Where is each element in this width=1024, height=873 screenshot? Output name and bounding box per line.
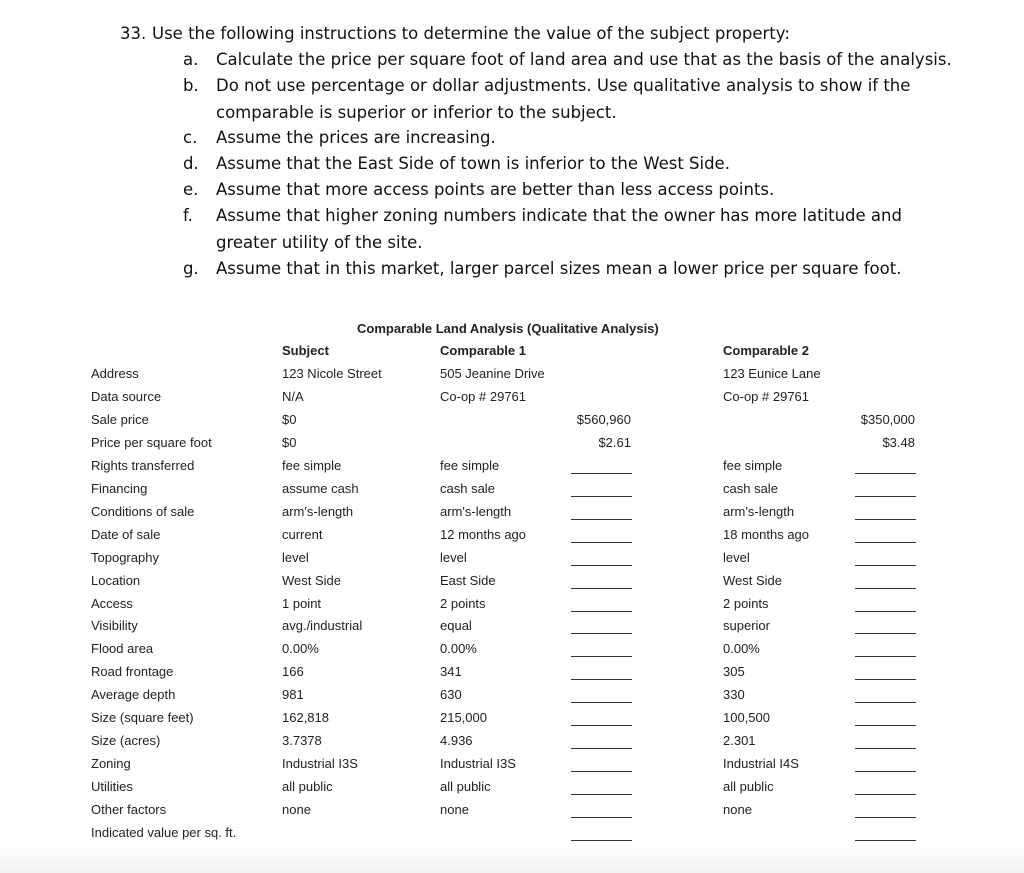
instruction-text: Assume the prices are increasing. [216, 128, 496, 147]
comparable-1-value: all public [440, 779, 491, 794]
instruction-label: b. [183, 76, 199, 95]
comparable-2-adjustment-blank[interactable] [855, 840, 916, 841]
comparable-1-value: 505 Jeanine Drive [440, 366, 545, 381]
comparable-2-adjustment-blank[interactable] [855, 496, 916, 497]
comparable-1-value: 12 months ago [440, 527, 527, 542]
row-label: Indicated value per sq. ft. [91, 825, 237, 840]
comparable-1-adjustment-blank[interactable] [571, 725, 632, 726]
comparable-1-amount: $2.61 [598, 435, 631, 450]
comparable-1-value: East Side [440, 573, 496, 588]
row-label: Address [91, 366, 139, 381]
row-label: Average depth [91, 687, 176, 702]
row-label: Topography [91, 550, 159, 565]
subject-value: level [282, 550, 309, 565]
comparable-2-adjustment-blank[interactable] [855, 565, 916, 566]
row-label: Price per square foot [91, 435, 212, 450]
table-title: Comparable Land Analysis (Qualitative Analysis) [357, 321, 659, 336]
subject-value: 0.00% [282, 641, 319, 656]
comparable-1-value: 630 [440, 687, 462, 702]
subject-value: all public [282, 779, 333, 794]
comparable-1-adjustment-blank[interactable] [571, 496, 632, 497]
comparable-2-adjustment-blank[interactable] [855, 611, 916, 612]
subject-value: 162,818 [282, 710, 329, 725]
row-label: Size (square feet) [91, 710, 194, 725]
instruction-text: Assume that the East Side of town is inferior to the West Side. [216, 154, 730, 173]
comparable-1-adjustment-blank[interactable] [571, 519, 632, 520]
instruction-text: Assume that higher zoning numbers indicate that the owner has more latitude and [216, 206, 902, 225]
comparable-1-adjustment-blank[interactable] [571, 656, 632, 657]
row-label: Zoning [91, 756, 131, 771]
header-subject: Subject [282, 343, 329, 358]
row-label: Conditions of sale [91, 504, 195, 519]
comparable-2-amount: $3.48 [882, 435, 915, 450]
subject-value: $0 [282, 435, 297, 450]
subject-value: $0 [282, 412, 297, 427]
header-comparable-1: Comparable 1 [440, 343, 526, 358]
instruction-text: Assume that more access points are better than less access points. [216, 180, 775, 199]
comparable-2-value: 0.00% [723, 641, 760, 656]
comparable-2-value: Co-op # 29761 [723, 389, 810, 404]
subject-value: fee simple [282, 458, 342, 473]
comparable-2-value: 123 Eunice Lane [723, 366, 821, 381]
subject-value: 3.7378 [282, 733, 322, 748]
row-label: Financing [91, 481, 148, 496]
comparable-1-adjustment-blank[interactable] [571, 840, 632, 841]
comparable-1-adjustment-blank[interactable] [571, 588, 632, 589]
comparable-2-adjustment-blank[interactable] [855, 588, 916, 589]
comparable-1-value: 0.00% [440, 641, 477, 656]
comparable-2-value: 305 [723, 664, 745, 679]
instruction-label: a. [183, 50, 199, 69]
comparable-2-value: arm's-length [723, 504, 795, 519]
row-label: Visibility [91, 618, 138, 633]
comparable-1-value: 215,000 [440, 710, 487, 725]
comparable-1-adjustment-blank[interactable] [571, 679, 632, 680]
row-label: Size (acres) [91, 733, 161, 748]
comparable-1-value: fee simple [440, 458, 500, 473]
comparable-2-adjustment-blank[interactable] [855, 519, 916, 520]
comparable-1-value: 2 points [440, 596, 486, 611]
subject-value: 981 [282, 687, 304, 702]
instruction-label: g. [183, 259, 199, 278]
subject-value: avg./industrial [282, 618, 363, 633]
row-label: Rights transferred [91, 458, 195, 473]
comparable-1-value: Industrial I3S [440, 756, 516, 771]
comparable-2-value: 330 [723, 687, 745, 702]
comparable-1-adjustment-blank[interactable] [571, 771, 632, 772]
comparable-2-amount: $350,000 [860, 412, 915, 427]
subject-value: 123 Nicole Street [282, 366, 382, 381]
row-label: Other factors [91, 802, 167, 817]
comparable-1-value: 341 [440, 664, 462, 679]
comparable-1-amount: $560,960 [576, 412, 631, 427]
comparable-1-value: Co-op # 29761 [440, 389, 527, 404]
comparable-2-value: level [723, 550, 750, 565]
comparable-2-value: West Side [723, 573, 783, 588]
instruction-label: f. [183, 206, 193, 225]
instruction-text: Do not use percentage or dollar adjustments. Use qualitative analysis to show if the [216, 76, 911, 95]
instruction-text: greater utility of the site. [216, 232, 423, 252]
subject-value: West Side [282, 573, 342, 588]
subject-value: none [282, 802, 311, 817]
row-label: Location [91, 573, 141, 588]
comparable-1-value: 4.936 [440, 733, 473, 748]
comparable-2-value: cash sale [723, 481, 778, 496]
comparable-1-adjustment-blank[interactable] [571, 565, 632, 566]
comparable-2-value: 2 points [723, 596, 769, 611]
instruction-text: Assume that in this market, larger parcel sizes mean a lower price per square foot. [216, 259, 902, 278]
comparable-1-value: level [440, 550, 467, 565]
comparable-2-value: fee simple [723, 458, 783, 473]
comparable-1-adjustment-blank[interactable] [571, 794, 632, 795]
comparable-1-adjustment-blank[interactable] [571, 748, 632, 749]
comparable-1-value: cash sale [440, 481, 495, 496]
comparable-1-adjustment-blank[interactable] [571, 817, 632, 818]
instruction-label: d. [183, 154, 199, 173]
subject-value: 166 [282, 664, 304, 679]
comparable-2-value: 2.301 [723, 733, 756, 748]
comparable-1-adjustment-blank[interactable] [571, 633, 632, 634]
question-number: 33. [120, 24, 147, 43]
comparable-2-value: all public [723, 779, 774, 794]
comparable-2-adjustment-blank[interactable] [855, 679, 916, 680]
comparable-2-adjustment-blank[interactable] [855, 656, 916, 657]
page-bottom-shadow [0, 843, 1024, 873]
subject-value: 1 point [282, 596, 322, 611]
subject-value: arm's-length [282, 504, 354, 519]
comparable-1-adjustment-blank[interactable] [571, 611, 632, 612]
question-intro: Use the following instructions to determine the value of the subject property: [152, 24, 790, 43]
instruction-label: c. [183, 128, 198, 147]
comparable-2-value: none [723, 802, 752, 817]
instruction-text: Calculate the price per square foot of land area and use that as the basis of the analysis. [216, 50, 952, 69]
instruction-text: comparable is superior or inferior to the subject. [216, 102, 617, 122]
comparable-2-value: superior [723, 618, 770, 633]
comparable-1-adjustment-blank[interactable] [571, 542, 632, 543]
header-comparable-2: Comparable 2 [723, 343, 809, 358]
row-label: Flood area [91, 641, 154, 656]
comparable-2-adjustment-blank[interactable] [855, 702, 916, 703]
comparable-1-adjustment-blank[interactable] [571, 473, 632, 474]
comparable-2-adjustment-blank[interactable] [855, 725, 916, 726]
comparable-1-adjustment-blank[interactable] [571, 702, 632, 703]
instruction-label: e. [183, 180, 199, 199]
subject-value: assume cash [282, 481, 359, 496]
comparable-2-adjustment-blank[interactable] [855, 771, 916, 772]
subject-value: current [282, 527, 323, 542]
row-label: Access [91, 596, 133, 611]
comparable-1-value: equal [440, 618, 472, 633]
subject-value: Industrial I3S [282, 756, 358, 771]
comparable-2-adjustment-blank[interactable] [855, 542, 916, 543]
comparable-2-adjustment-blank[interactable] [855, 794, 916, 795]
row-label: Data source [91, 389, 162, 404]
comparable-2-value: 100,500 [723, 710, 770, 725]
comparable-1-value: none [440, 802, 469, 817]
row-label: Sale price [91, 412, 149, 427]
comparable-2-adjustment-blank[interactable] [855, 473, 916, 474]
comparable-1-value: arm's-length [440, 504, 512, 519]
comparable-2-adjustment-blank[interactable] [855, 748, 916, 749]
subject-value: N/A [282, 389, 304, 404]
comparable-2-adjustment-blank[interactable] [855, 817, 916, 818]
comparable-2-value: 18 months ago [723, 527, 810, 542]
row-label: Utilities [91, 779, 133, 794]
comparable-2-adjustment-blank[interactable] [855, 633, 916, 634]
comparable-2-value: Industrial I4S [723, 756, 799, 771]
row-label: Road frontage [91, 664, 174, 679]
row-label: Date of sale [91, 527, 161, 542]
